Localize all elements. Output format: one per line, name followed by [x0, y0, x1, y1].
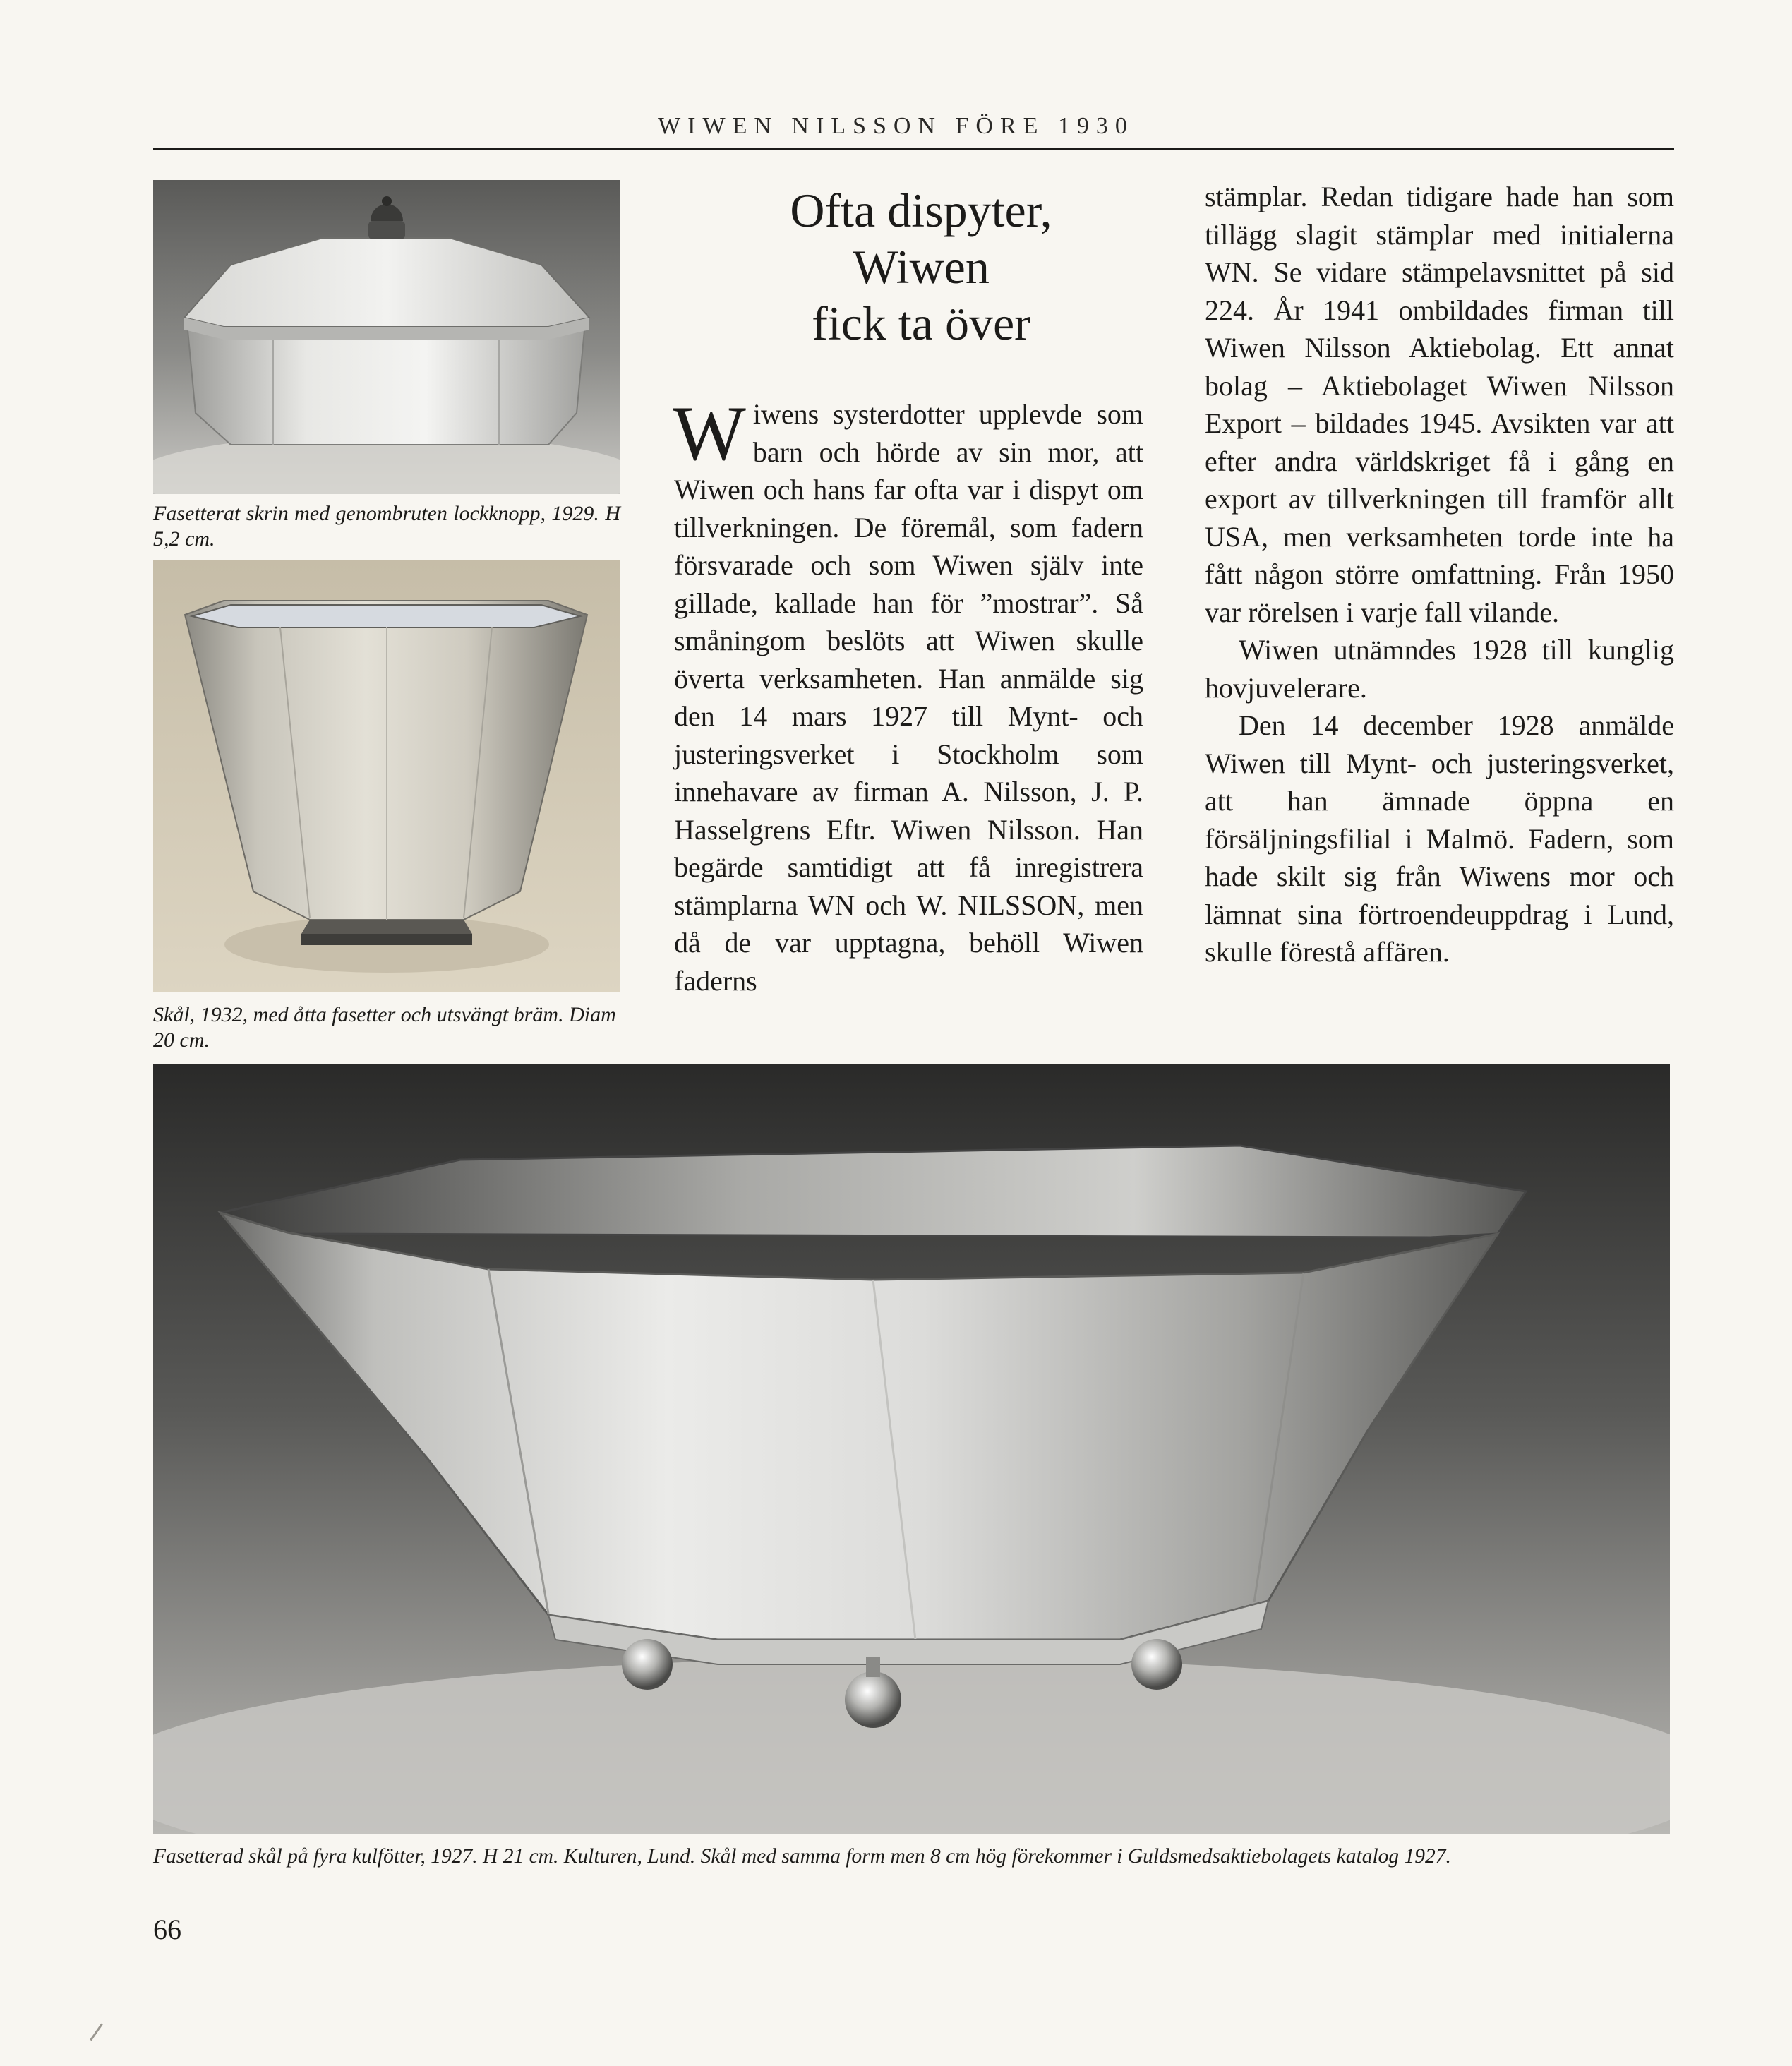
photo-octagonal-bowl	[153, 560, 620, 992]
body-paragraph: Den 14 december 1928 anmälde Wiwen till Mynt- och justeringsverket, att han ämnade öppna en försäljningsfilial i Malmö. Fadern, som hade skilt sig från Wiwens mor och lämnat sina förtroendeuppdrag i Lund, skulle förestå affären.	[1205, 709, 1674, 968]
photo-bowl-ball-feet	[153, 1064, 1670, 1834]
stray-pencil-mark	[90, 2024, 103, 2041]
headline-line: fick ta över	[812, 296, 1030, 350]
page-number: 66	[153, 1914, 181, 1945]
caption-bowl-ball-feet: Fasetterad skål på fyra kulfötter, 1927. H 21 cm. Kulturen, Lund. Skål med samma form men 8 cm hög förekommer i Guldsmedsaktiebolagets katalog 1927.	[153, 1845, 1451, 1868]
drop-cap: W	[673, 390, 746, 476]
body-paragraph: stämplar. Redan tidigare hade han som tillägg slagit stämplar med initialerna WN. Se vidare stämpelavsnittet på sid 224. År 1941 ombildades firman till Wiwen Nilsson Aktiebolag. Ett annat bolag – Aktiebolaget Wiwen Nilsson Export – bildades 1945. Avsikten var att efter andra världskriget få i gång en export av tillverkningen till framför allt USA, men verksamheten torde inte ha fått någon större omfattning. Från 1950 var rörelsen i varje fall vilande.	[1205, 181, 1674, 628]
body-paragraph: iwens systerdotter upplevde som barn och hörde av sin mor, att Wiwen och hans far ofta var i dispyt om tillverkningen. De föremål, som fadern försvarade och som Wiwen själv inte gillade, kallade han för ”mostrar”. Så småningom beslöts att Wiwen skulle överta verksamheten. Han anmälde sig den 14 mars 1927 till Mynt- och justeringsverket i Stockholm som innehavare av firman A. Nilsson, J. P. Hasselgrens Eftr. Wiwen Nilsson. Han begärde samtidigt att få inregistrera stämplarna WN och W. NILSSON, men då de var upptagna, behöll Wiwen faderns	[674, 398, 1143, 997]
body-column-2	[673, 390, 1143, 999]
headline-line: Wiwen	[853, 240, 990, 294]
running-head: WIWEN NILSSON FÖRE 1930	[658, 113, 1134, 139]
header-rule	[153, 148, 1674, 150]
photo-faceted-box	[153, 180, 620, 494]
body-paragraph: Wiwen utnämndes 1928 till kunglig hovjuvelerare.	[1205, 634, 1674, 704]
caption-octagonal-bowl: Skål, 1932, med åtta fasetter och utsvängt bräm. Diam 20 cm.	[153, 1003, 616, 1052]
headline-line: Ofta dispyter,	[790, 184, 1052, 237]
caption-faceted-box: Fasetterat skrin med genombruten lockknopp, 1929. H 5,2 cm.	[153, 502, 620, 551]
article-headline	[674, 182, 1168, 352]
body-column-3	[1205, 178, 1674, 971]
